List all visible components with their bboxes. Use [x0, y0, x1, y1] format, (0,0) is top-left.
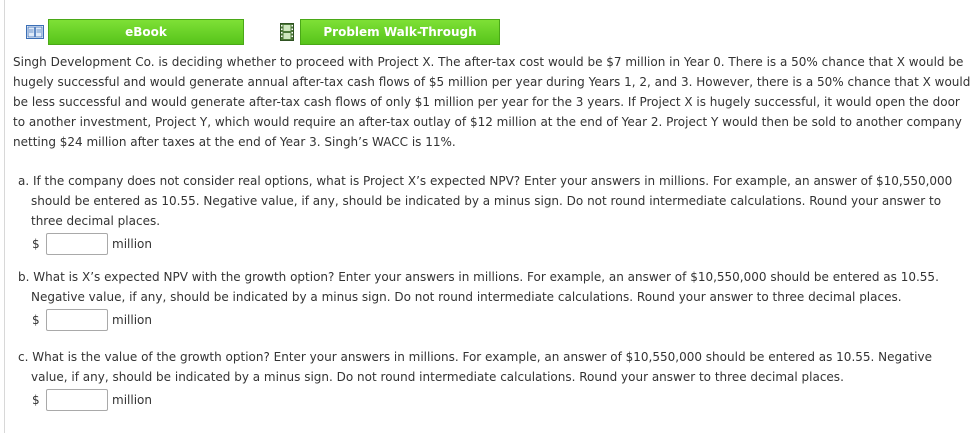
currency-symbol: $ [32, 237, 40, 251]
unit-label: million [112, 393, 152, 407]
answer-row-c [18, 388, 958, 412]
unit-label: million [112, 313, 152, 327]
answer-input-a[interactable] [46, 233, 108, 255]
question-c [18, 347, 958, 412]
ebook-button[interactable]: eBook [48, 19, 244, 45]
walkthrough-tool[interactable] [278, 19, 500, 45]
answer-input-c[interactable] [46, 389, 108, 411]
question-b-text: b. What is X’s expected NPV with the growth option? Enter your answers in millions. For example, an answer of $10,550,000 should be entered as 10.55. Negative value, if any, should be indicated by a minus sign. Do not round intermediate calculations. Round your answer to three decimal places. [18, 270, 939, 304]
question-b [18, 267, 958, 332]
answer-row-a [18, 232, 958, 256]
book-icon[interactable] [26, 23, 44, 41]
unit-label: million [112, 237, 152, 251]
ebook-tool[interactable] [26, 19, 244, 45]
question-a-text: a. If the company does not consider real options, what is Project X’s expected NPV? Enter your answers in millions. For example, an answer of $10,550,000 should be entered as 10.55. Negative value, if any, should be indicated by a minus sign. Do not round intermediate calculations. Round your answer to three decimal places. [18, 174, 953, 228]
question-c-text: c. What is the value of the growth option? Enter your answers in millions. For example, an answer of $10,550,000 should be entered as 10.55. Negative value, if any, should be indicated by a minus sign. Do not round intermediate calculations. Round your answer to three decimal places. [18, 350, 933, 384]
answer-input-b[interactable] [46, 309, 108, 331]
problem-statement: Singh Development Co. is deciding whether to proceed with Project X. The after-tax cost would be $7 million in Year 0. There is a 50% chance that X would be hugely successful and would generate annual after-tax cash flows of $5 million per year during Years 1, 2, and 3. However, there is a 50% chance that X would be less successful and would generate after-tax cash flows of only $1 million per year for the 3 years. If Project X is hugely successful, it would open the door to another investment, Project Y, which would require an after-tax outlay of $12 million at the end of Year 2. Project Y would then be sold to another company netting $24 million after taxes at the end of Year 3. Singh’s WACC is 11%. [13, 55, 971, 149]
currency-symbol: $ [32, 313, 40, 327]
left-border [4, 0, 5, 433]
question-a [18, 171, 958, 256]
currency-symbol: $ [32, 393, 40, 407]
walkthrough-button[interactable]: Problem Walk-Through [300, 19, 500, 45]
film-strip-icon[interactable] [278, 23, 296, 41]
answer-row-b [18, 308, 958, 332]
